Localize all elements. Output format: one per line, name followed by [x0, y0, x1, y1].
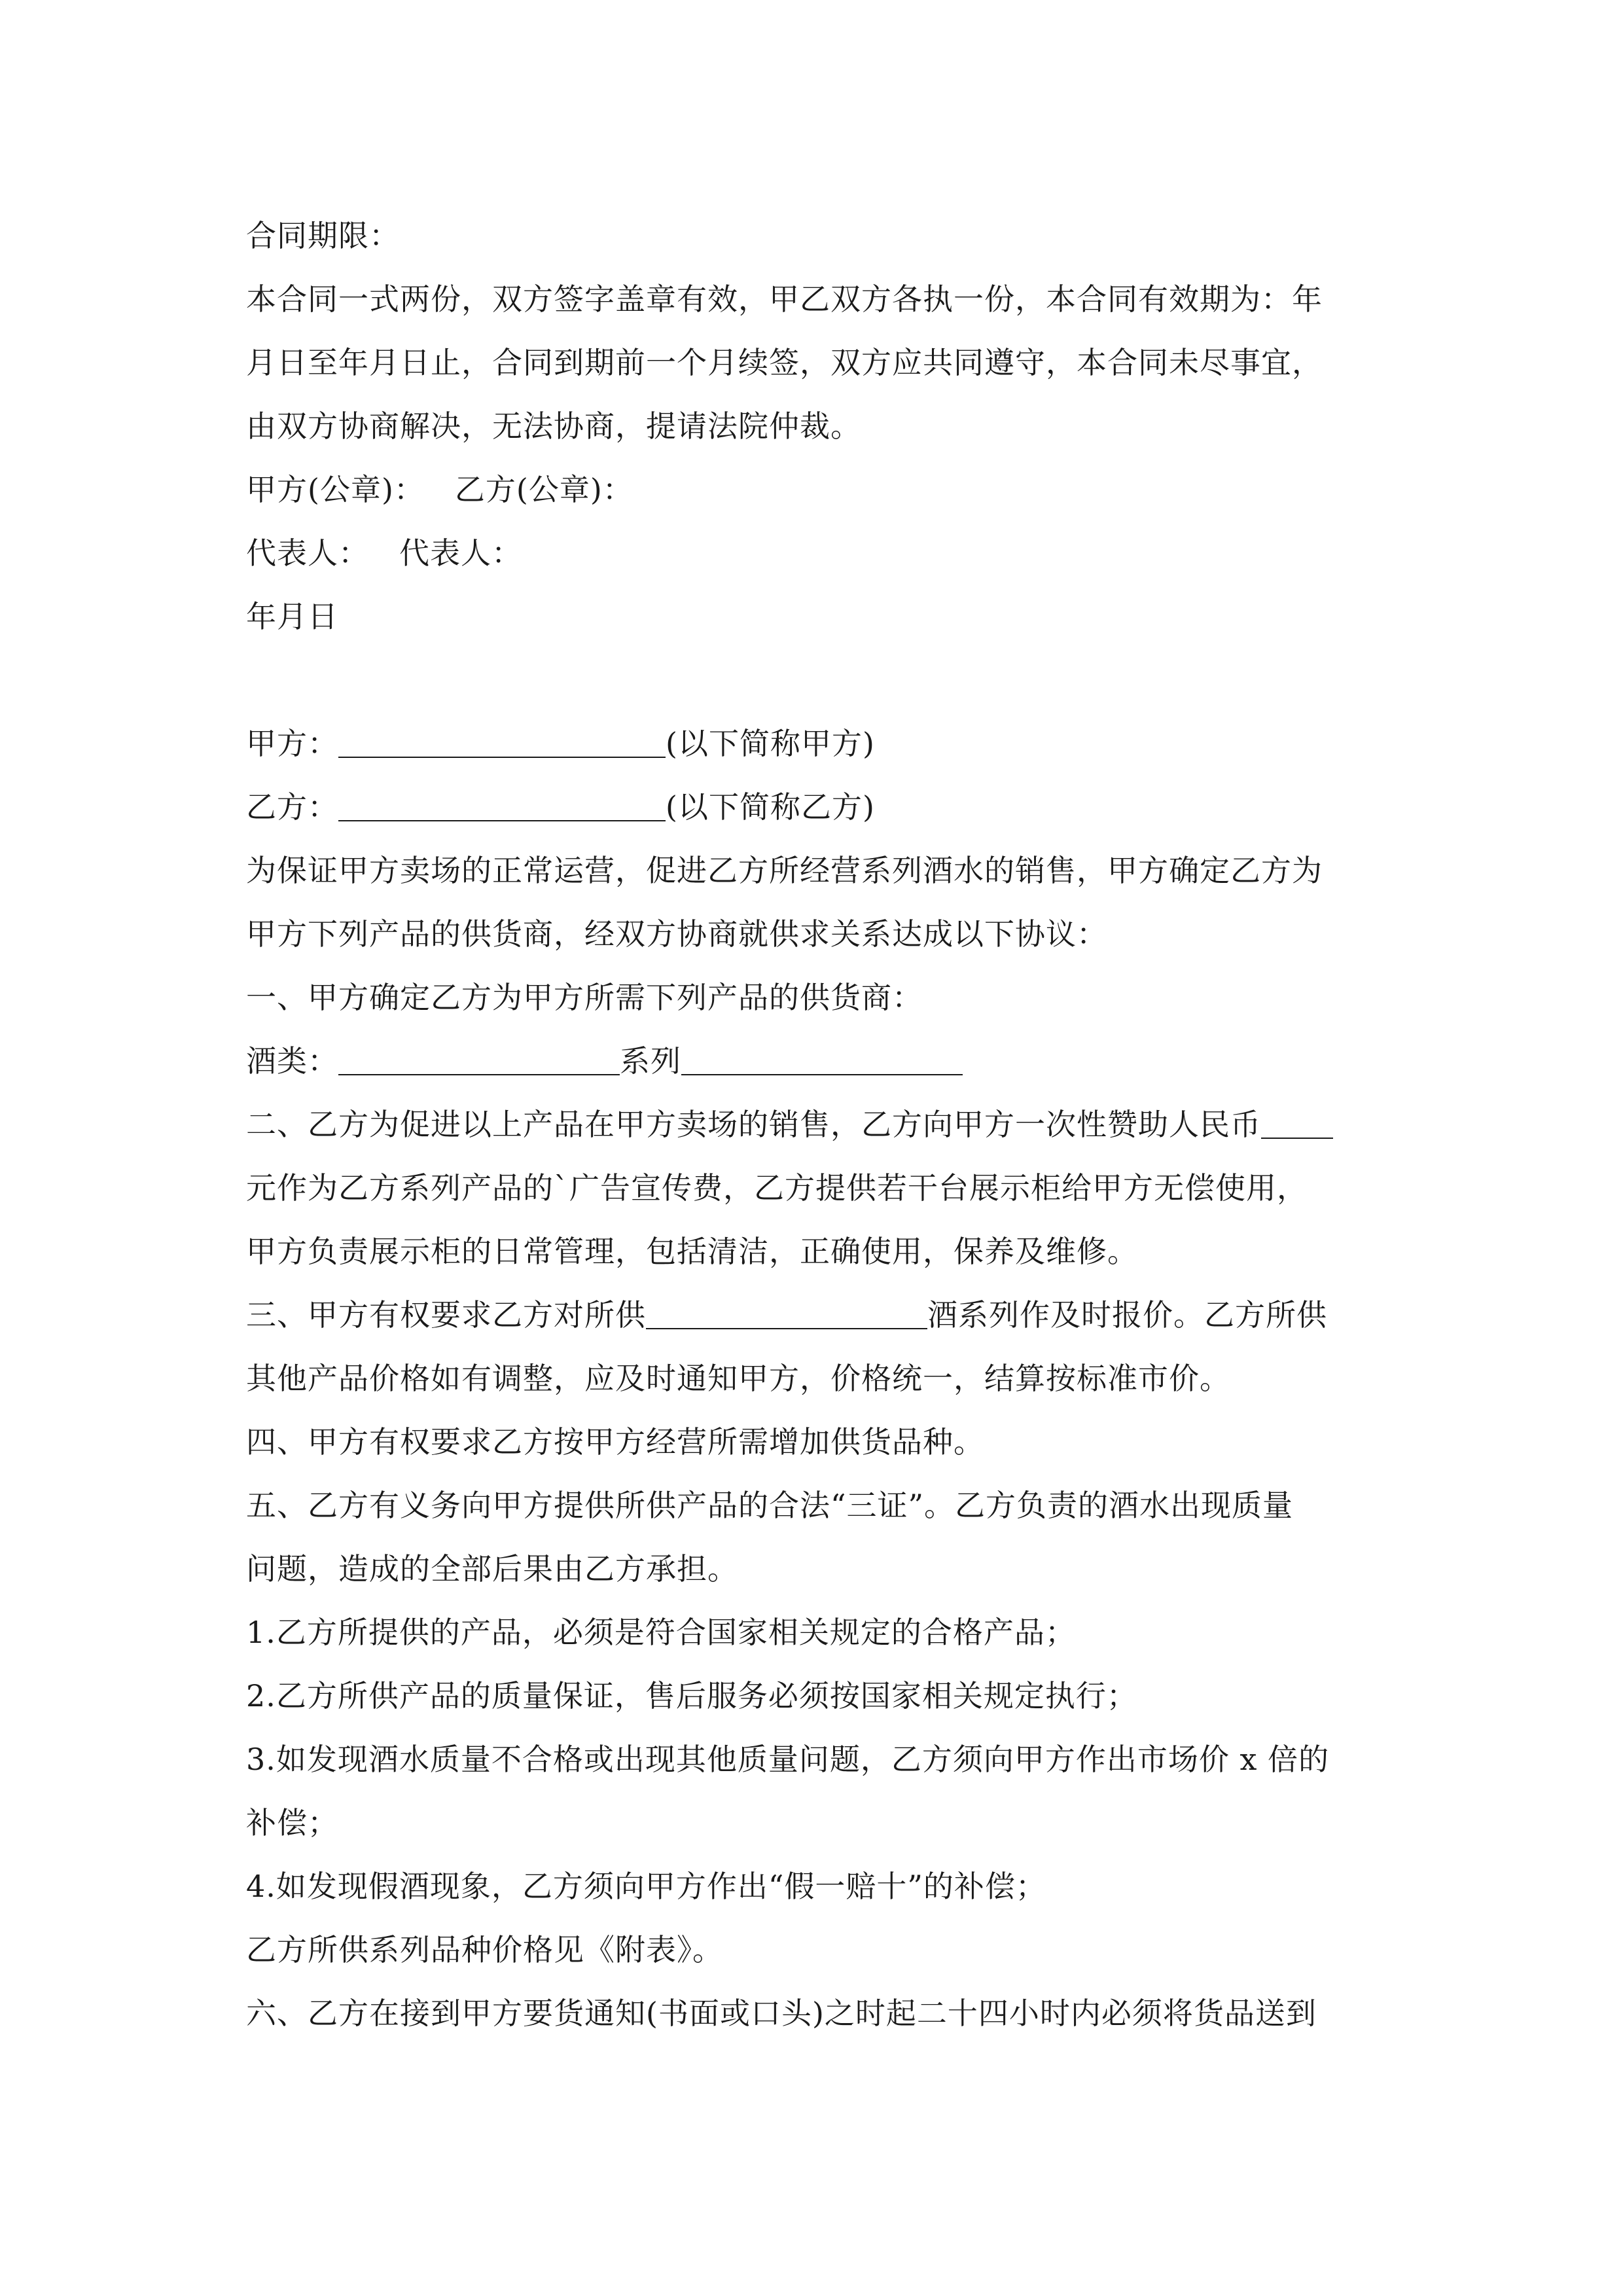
clause-3-text-a: 三、甲方有权要求乙方对所供 — [246, 1297, 646, 1333]
intro-line: 为保证甲方卖场的正常运营，促进乙方所经营系列酒水的销售，甲方确定乙方为 — [246, 853, 1323, 888]
intro-line: 甲方下列产品的供货商，经双方协商就供求关系达成以下协议： — [246, 916, 1107, 952]
clause-2-text: 二、乙方为促进以上产品在甲方卖场的销售，乙方向甲方一次性赞助人民币 — [246, 1107, 1261, 1142]
document-page — [246, 204, 1385, 2045]
term-heading: 合同期限： — [246, 218, 400, 253]
party-a-blank — [338, 726, 666, 758]
list-item: 补偿； — [246, 1805, 338, 1840]
party-a-note: (以下简称甲方) — [666, 726, 875, 761]
wine-label: 酒类： — [246, 1043, 338, 1079]
wine-blank — [338, 1044, 620, 1075]
party-a-label: 甲方： — [246, 726, 338, 761]
representative-line — [246, 522, 1385, 585]
sponsorship-amount-blank — [1261, 1107, 1333, 1139]
term-paragraph-line: 由双方协商解决，无法协商，提请法院仲裁。 — [246, 408, 861, 444]
party-b-note: (以下简称乙方) — [666, 789, 875, 825]
party-b-label: 乙方： — [246, 789, 338, 825]
party-a-line — [246, 712, 1385, 776]
term-paragraph-line: 本合同一式两份，双方签字盖章有效，甲乙双方各执一份，本合同有效期为：年 — [246, 281, 1323, 317]
wine-category-line — [246, 1030, 1385, 1093]
series-label: 系列 — [620, 1043, 681, 1079]
party-a-seal-label: 甲方(公章)： — [246, 472, 425, 507]
term-paragraph-line: 月日至年月日止，合同到期前一个月续签，双方应共同遵守，本合同未尽事宜， — [246, 345, 1323, 380]
clause-2-line — [246, 1093, 1385, 1157]
series-blank — [681, 1044, 963, 1075]
party-b-blank — [338, 790, 666, 821]
clause-2-line: 元作为乙方系列产品的`广告宣传费，乙方提供若干台展示柜给甲方无偿使用， — [246, 1170, 1308, 1206]
rep-a-label: 代表人： — [246, 535, 369, 571]
price-note: 乙方所供系列品种价格见《附表》。 — [246, 1932, 723, 1967]
clause-5-line: 五、乙方有义务向甲方提供所供产品的合法“三证”。乙方负责的酒水出现质量 — [246, 1488, 1294, 1523]
rep-b-label: 代表人： — [399, 535, 522, 571]
clause-1: 一、甲方确定乙方为甲方所需下列产品的供货商： — [246, 980, 923, 1015]
seal-line — [246, 458, 1385, 522]
list-item: 3.如发现酒水质量不合格或出现其他质量问题，乙方须向甲方作出市场价 x 倍的 — [246, 1742, 1330, 1777]
signature-date: 年月日 — [246, 599, 338, 634]
clause-6-line: 六、乙方在接到甲方要货通知(书面或口头)之时起二十四小时内必须将货品送到 — [246, 1996, 1317, 2031]
party-b-seal-label: 乙方(公章)： — [454, 472, 633, 507]
list-item: 1.乙方所提供的产品，必须是符合国家相关规定的合格产品； — [246, 1615, 1076, 1650]
clause-3-line — [246, 1283, 1385, 1347]
list-item: 2.乙方所供产品的质量保证，售后服务必须按国家相关规定执行； — [246, 1678, 1137, 1713]
party-b-line — [246, 776, 1385, 839]
clause-3-line: 其他产品价格如有调整，应及时通知甲方，价格统一，结算按标准市价。 — [246, 1361, 1230, 1396]
clause-3-text-b: 酒系列作及时报价。乙方所供 — [927, 1297, 1327, 1333]
section-gap — [246, 649, 1385, 712]
clause-4: 四、甲方有权要求乙方按甲方经营所需增加供货品种。 — [246, 1424, 984, 1460]
list-item: 4.如发现假酒现象，乙方须向甲方作出“假一赔十”的补偿； — [246, 1869, 1046, 1904]
clause-2-line: 甲方负责展示柜的日常管理，包括清洁，正确使用，保养及维修。 — [246, 1234, 1138, 1269]
wine-series-blank — [646, 1298, 927, 1329]
clause-5-line: 问题，造成的全部后果由乙方承担。 — [246, 1551, 738, 1587]
